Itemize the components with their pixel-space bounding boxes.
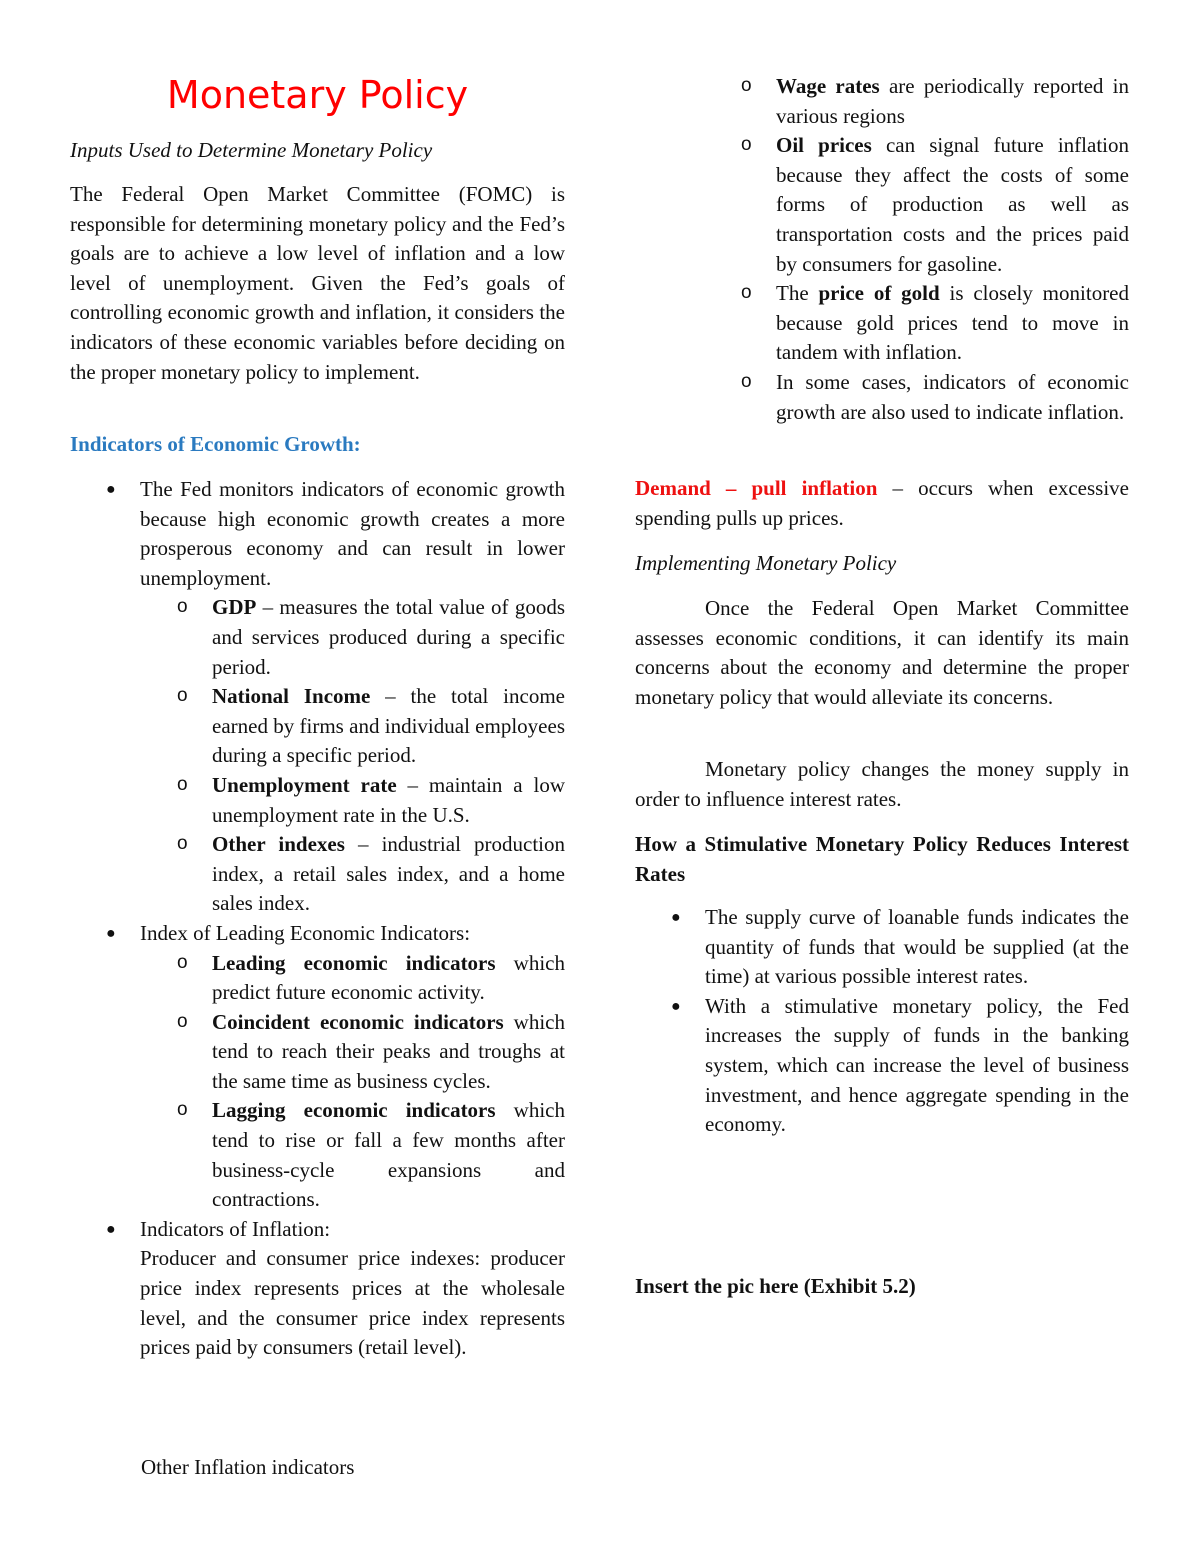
sub-bullet-icon: o [741,282,752,304]
item-term: Lagging economic indicators [212,1098,496,1123]
bullet-icon: ● [671,909,681,926]
item-text: – the total income earned by firms and individual employees during a specific period. [212,684,565,768]
item-term: price of gold [818,281,940,306]
sub-list-item [140,1008,565,1097]
sub-bullet-icon: o [177,951,188,973]
bullet-icon: ● [106,1220,116,1238]
list-item [635,903,1129,992]
sub-list-item [140,1096,565,1214]
sub-list-item [635,72,1129,131]
paragraph: Monetary policy changes the money supply in order to influence interest rates. [635,757,1129,811]
intro-paragraph: The Federal Open Market Committee (FOMC) is responsible for determining monetary policy and the Fed’s goals are to achieve a low level of inflation and a low level of unemployment. Given the Fed’s goals of controlling economic growth and inflation, it considers the indicators of these economic variables before deciding on the proper monetary policy to implement. [70,182,565,384]
sub-list-item [140,593,565,682]
sub-bullet-icon: o [741,370,752,392]
item-text: are periodically reported in various regions [776,74,1129,128]
bullet-icon: ● [671,997,681,1015]
sub-bullet-icon: o [741,134,752,156]
list-item [70,919,565,1215]
item-term: National Income [212,684,371,709]
item-text: – industrial production index, a retail sales index, and a home sales index. [212,832,566,916]
sub-list-item [140,830,565,919]
growth-heading: Indicators of Economic Growth: [70,432,361,456]
sub-bullet-icon: o [177,833,188,855]
other-inflation-label: Other Inflation indicators [141,1455,355,1479]
item-prefix: In some cases, indicators of economic growth are also used to indicate inflation. [776,369,1129,424]
item-prefix: The [776,281,819,306]
stimulative-heading: How a Stimulative Monetary Policy Reduces Interest Rates [635,832,1129,886]
paragraph: Once the Federal Open Market Committee assesses economic conditions, it can identify its main concerns about the economy and determine the proper monetary policy that would alleviate its concerns. [635,596,1129,709]
sub-bullet-icon: o [177,685,188,707]
bullet-text: The supply curve of loanable funds indicates the quantity of funds that would be supplied (at the time) at various possible interest rates. [705,905,1129,989]
item-text: – maintain a low unemployment rate in the U.S. [212,772,565,827]
stimulative-list [635,903,1129,1140]
item-text: which tend to reach their peaks and troughs at the same time as business cycles. [212,1009,565,1093]
item-text: is closely monitored because gold prices tend to move in tandem with inflation. [776,281,1130,365]
item-term: GDP [212,595,257,620]
demand-term: Demand – pull inflation [635,476,878,500]
bullet-title: Indicators of Inflation: [140,1216,331,1241]
document-title: Monetary Policy [166,73,469,117]
item-term: Coincident economic indicators [212,1009,504,1034]
list-item [70,1215,565,1363]
item-term: Unemployment rate [212,772,397,797]
sub-list-item [140,949,565,1008]
item-term: Other indexes [212,832,345,857]
sub-list-item [635,131,1129,279]
implementing-heading: Implementing Monetary Policy [635,551,897,575]
item-term: Oil prices [776,133,872,158]
sub-bullet-icon: o [177,1099,188,1121]
insert-pic-note: Insert the pic here (Exhibit 5.2) [635,1274,916,1298]
bullet-icon: ● [106,481,116,498]
sub-list-item [635,279,1129,368]
left-list [70,475,565,1363]
bullet-text: With a stimulative monetary policy, the Fed increases the supply of funds in the banking system, which can increase the level of business investment, and hence aggregate spending in the economy. [705,993,1129,1137]
item-term: Leading economic indicators [212,950,496,975]
sub-list-item [140,771,565,830]
bullet-text: Index of Leading Economic Indicators: [140,920,471,945]
demand-text: – occurs when excessive spending pulls up prices. [635,476,1129,530]
list-item [635,992,1129,1140]
bullet-text: The Fed monitors indicators of economic growth because high economic growth creates a more prosperous economy and can result in lower unemployment. [140,477,565,590]
item-text: can signal future inflation because they affect the costs of some forms of production as well as transportation costs and the prices paid by consumers for gasoline. [776,133,1129,276]
bullet-icon: ● [106,924,116,942]
sub-list-item [635,368,1129,427]
item-text: which tend to rise or fall a few months after business-cycle expansions and contractions. [212,1098,565,1212]
sub-bullet-icon: o [177,1010,188,1032]
item-term: Wage rates [776,74,880,98]
sub-list-item [140,682,565,771]
sub-bullet-icon: o [177,596,188,618]
right-list [635,72,1129,427]
item-text: which predict future economic activity. [212,950,565,1005]
demand-pull-paragraph [635,474,1129,533]
sub-bullet-icon: o [177,773,188,795]
list-item [70,475,565,919]
inputs-subheading: Inputs Used to Determine Monetary Policy [70,138,433,162]
item-text: – measures the total value of goods and services produced during a specific period. [212,595,565,679]
bullet-text: Producer and consumer price indexes: producer price index represents prices at the wholesale level, and the consumer price index represents prices paid by consumers (retail level). [140,1246,565,1360]
sub-bullet-icon: o [741,75,752,96]
